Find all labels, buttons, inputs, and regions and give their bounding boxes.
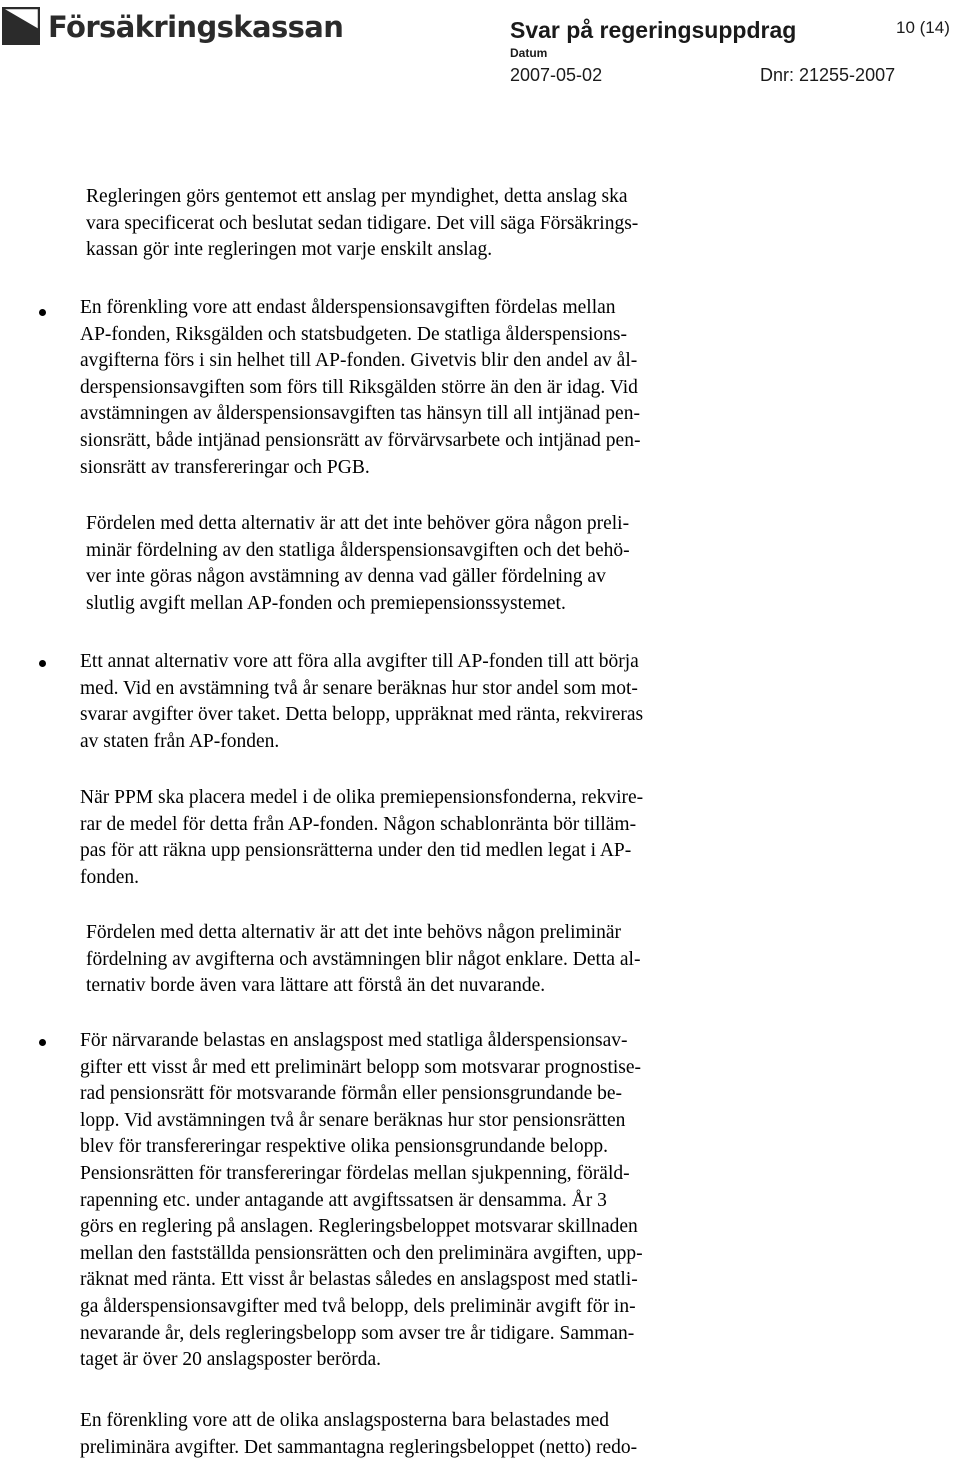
bullet-icon	[39, 1039, 46, 1046]
bullet-paragraph	[80, 1028, 643, 1374]
text-line: rapenning etc. under antagande att avgiftssatsen är densamma. År 3	[80, 1189, 607, 1211]
paragraph	[86, 920, 640, 1000]
forsakringskassan-logo-icon	[2, 7, 40, 45]
text-line: mellan den fastställda pensionsrätten och den preliminära avgiften, upp-	[80, 1242, 643, 1264]
text-line: ga ålderspensionsavgifter med två belopp, dels preliminär avgift för in-	[80, 1295, 636, 1317]
text-line: gifter ett visst år med ett preliminärt belopp som motsvarar prognostise-	[80, 1056, 642, 1078]
text-line: ver inte göras någon avstämning av denna vad gäller fördelning av	[86, 566, 606, 588]
text-line: rad pensionsrätt för motsvarande förmån eller pensionsgrundande be-	[80, 1083, 623, 1105]
text-line: lopp. Vid avstämningen två år senare beräknas hur stor pensionsrätten	[80, 1109, 626, 1131]
logo	[2, 4, 343, 48]
bullet-icon	[39, 660, 46, 667]
text-line: minär fördelning av den statliga ålderspensionsavgiften och det behö-	[86, 539, 630, 561]
text-line: En förenkling vore att de olika anslagsposterna bara belastades med	[80, 1410, 610, 1431]
logo-text: Försäkringskassan	[48, 10, 344, 44]
text-line: sionsrätt av transfereringar och PGB.	[80, 456, 370, 478]
diary-number: Dnr: 21255-2007	[760, 65, 896, 85]
text-line: avgifterna förs i sin helhet till AP-fonden. Givetvis blir den andel av ål-	[80, 350, 638, 372]
text-line: slutlig avgift mellan AP-fonden och premiepensionssystemet.	[86, 592, 566, 614]
text-line: blev för transfereringar respektive olika pensionsgrundande belopp.	[80, 1136, 608, 1158]
text-line: sionsrätt, både intjänad pensionsrätt av förvärvsarbete och intjänad pen-	[80, 429, 641, 451]
page-header	[0, 0, 960, 100]
text-line: En förenkling vore att endast ålderspensionsavgiften fördelas mellan	[80, 297, 616, 318]
text-line: Fördelen med detta alternativ är att det inte behöver göra någon preli-	[86, 513, 630, 534]
text-line: Regleringen görs gentemot ett anslag per myndighet, detta anslag ska	[86, 186, 628, 207]
text-line: räknat med ränta. Ett visst år belastas således en anslagspost med statli-	[80, 1269, 638, 1291]
paragraph	[80, 1408, 637, 1461]
text-line: derspensionsavgiften som förs till Riksgälden större än den är idag. Vid	[80, 376, 638, 398]
text-line: Fördelen med detta alternativ är att det inte behövs någon preliminär	[86, 922, 621, 943]
text-line: görs en reglering på anslagen. Regleringsbeloppet motsvarar skillnaden	[80, 1216, 638, 1238]
text-line: med. Vid en avstämning två år senare beräknas hur stor andel som mot-	[80, 677, 638, 699]
text-line: fonden.	[80, 866, 140, 888]
paragraph	[80, 785, 643, 891]
text-line: kassan gör inte regleringen mot varje enskilt anslag.	[86, 239, 493, 261]
text-line: Ett annat alternativ vore att föra alla avgifter till AP-fonden till att börja	[80, 651, 639, 672]
text-line: rar de medel för detta från AP-fonden. Någon schablonränta bör tilläm-	[80, 813, 637, 835]
text-line: taget är över 20 anslagsposter berörda.	[80, 1349, 382, 1371]
text-line: avstämningen av ålderspensionsavgiften tas hänsyn till all intjänad pen-	[80, 403, 640, 425]
page-number: 10 (14)	[896, 18, 950, 37]
paragraph	[86, 184, 638, 264]
bullet-paragraph	[80, 649, 643, 755]
document-title: Svar på regeringsuppdrag	[510, 17, 797, 43]
text-line: För närvarande belastas en anslagspost med statliga ålderspensionsav-	[80, 1030, 628, 1051]
date-value: 2007-05-02	[510, 65, 603, 85]
text-line: preliminära avgifter. Det sammantagna regleringsbeloppet (netto) redo-	[80, 1436, 638, 1458]
text-line: av staten från AP-fonden.	[80, 730, 280, 752]
text-line: ternativ borde även vara lättare att förstå än det nuvarande.	[86, 975, 546, 997]
bullet-icon	[39, 309, 46, 316]
text-line: När PPM ska placera medel i de olika premiepensionsfonderna, rekvire-	[80, 787, 644, 808]
paragraph	[86, 511, 630, 617]
text-line: fördelning av avgifterna och avstämningen blir något enklare. Detta al-	[86, 948, 641, 970]
text-line: Pensionsrätten för transfereringar fördelas mellan sjukpenning, föräld-	[80, 1162, 630, 1184]
text-line: vara specificerat och beslutat sedan tidigare. Det vill säga Försäkrings-	[86, 212, 639, 234]
text-line: svarar avgifter över taket. Detta belopp, uppräknat med ränta, rekvireras	[80, 704, 644, 726]
bullet-paragraph	[80, 295, 640, 481]
text-line: nevarande år, dels regleringsbelopp som avser tre år tidigare. Samman-	[80, 1322, 635, 1344]
text-line: pas för att räkna upp pensionsrätterna under den tid medlen legat i AP-	[80, 840, 632, 862]
date-label: Datum	[510, 46, 548, 60]
text-line: AP-fonden, Riksgälden och statsbudgeten. De statliga ålderspensions-	[80, 323, 627, 345]
